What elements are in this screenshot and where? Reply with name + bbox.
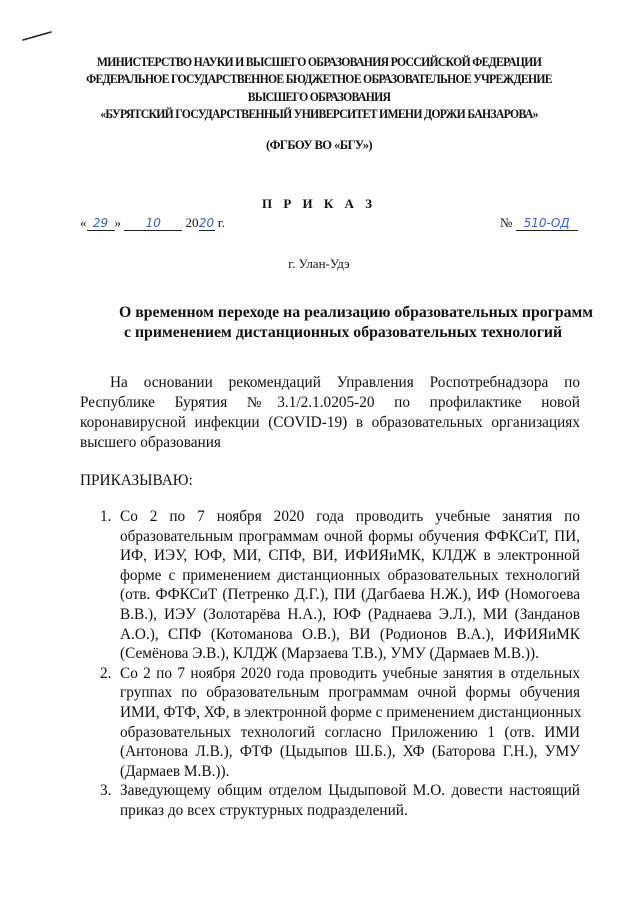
order-item-3 — [100, 781, 580, 820]
item-line: образовательных технологий согласно Приложению 1 (отв. ИМИ — [120, 723, 580, 741]
city: г. Улан-Удэ — [288, 256, 350, 271]
date-close-quote: » — [114, 215, 121, 230]
header-ministry: МИНИСТЕРСТВО НАУКИ И ВЫСШЕГО ОБРАЗОВАНИЯ РОССИЙСКОЙ ФЕДЕРАЦИИ — [96, 55, 542, 69]
header-university-name: «БУРЯТСКИЙ ГОСУДАРСТВЕННЫЙ УНИВЕРСИТЕТ ИМЕНИ ДОРЖИ БАНЗАРОВА» — [100, 107, 538, 121]
item-line: (Антонова Л.В.), ФТФ (Цыдыпов Ш.Б.), ХФ (Баторова Г.Н.), УМУ — [120, 743, 580, 761]
date-open-quote: « — [80, 215, 87, 230]
number-value: 510-ОД — [516, 216, 578, 231]
date-year-prefix: 20 — [185, 215, 199, 230]
item-line: А.О.), СПФ (Котоманова О.В.), ВИ (Родионов В.А.), ИФИЯиМК — [120, 625, 580, 643]
date-month: 10 — [124, 216, 182, 231]
order-title-line-1: О временном переходе на реализацию образовательных программ — [119, 304, 594, 321]
item-line: форме с применением дистанционных образовательных технологий — [120, 566, 580, 584]
order-items-list — [100, 507, 580, 821]
item-number: 1. — [100, 508, 112, 525]
item-number: 2. — [100, 664, 112, 682]
pen-stroke-mark — [22, 30, 52, 42]
preamble — [80, 373, 580, 453]
order-number — [500, 215, 578, 231]
item-line: В.В.), ИЭУ (Золотарёва Н.А.), ЮФ (Раднаева Э.Л.), МИ (Занданов — [120, 605, 580, 623]
number-sign: № — [500, 215, 513, 230]
preamble-line: высшего образования — [80, 434, 221, 451]
order-word: ПРИКАЗЫВАЮ: — [80, 472, 193, 489]
header-institution-type: ФЕДЕРАЛЬНОЕ ГОСУДАРСТВЕННОЕ БЮДЖЕТНОЕ ОБРАЗОВАТЕЛЬНОЕ УЧРЕЖДЕНИЕ — [86, 72, 552, 86]
item-line: (Дармаев М.В.)). — [120, 762, 230, 780]
order-item-1 — [100, 507, 580, 664]
order-item-2 — [100, 664, 580, 782]
order-date — [80, 215, 225, 231]
item-line: (Семёнова Э.В.), КЛДЖ (Марзаева Т.В.), УМУ (Дармаев М.В.)). — [120, 645, 539, 663]
preamble-line: На основании рекомендаций Управления Роспотребнадзора по — [110, 374, 580, 391]
item-line: образовательным программам очной формы обучения ФФКСиТ, ПИ, — [120, 527, 580, 545]
item-number: 3. — [100, 782, 112, 800]
order-title-line-2: с применением дистанционных образовательных технологий — [124, 324, 563, 341]
item-line: Заведующему общим отделом Цыдыповой М.О. довести настоящий — [120, 782, 580, 800]
date-year-suffix: 20 — [198, 216, 215, 230]
item-line: ИФ, ИЭУ, ЮФ, МИ, СПФ, ВИ, ИФИЯиМК, КЛДЖ в электронной — [120, 547, 580, 565]
item-line: (отв. ФФКСиТ (Петренко Д.Г.), ПИ (Дагбаева Н.Ж.), ИФ (Номогоева — [120, 586, 580, 604]
item-line: Со 2 по 7 ноября 2020 года проводить учебные занятия по — [120, 508, 580, 525]
date-year-unit: г. — [217, 215, 225, 230]
item-line: приказ до всех структурных подразделений. — [120, 801, 408, 819]
preamble-line: Республике Бурятия №3.1/2.1.0205-20 по профилактике новой — [80, 394, 580, 411]
date-day: 29 — [87, 216, 115, 231]
preamble-line: коронавирусной инфекции (COVID-19) в образовательных организациях — [80, 414, 580, 431]
item-line: группах по образовательным программам очной формы обучения — [120, 684, 580, 702]
header-abbreviation: (ФГБОУ ВО «БГУ») — [265, 138, 373, 152]
document-type: П Р И К А З — [261, 196, 377, 211]
item-line: ИМИ, ФТФ, ХФ, в электронной форме с применением дистанционных — [120, 703, 582, 721]
item-line: Со 2 по 7 ноября 2020 года проводить учебные занятия в отдельных — [120, 664, 580, 682]
header-education-level: ВЫСШЕГО ОБРАЗОВАНИЯ — [247, 90, 391, 104]
